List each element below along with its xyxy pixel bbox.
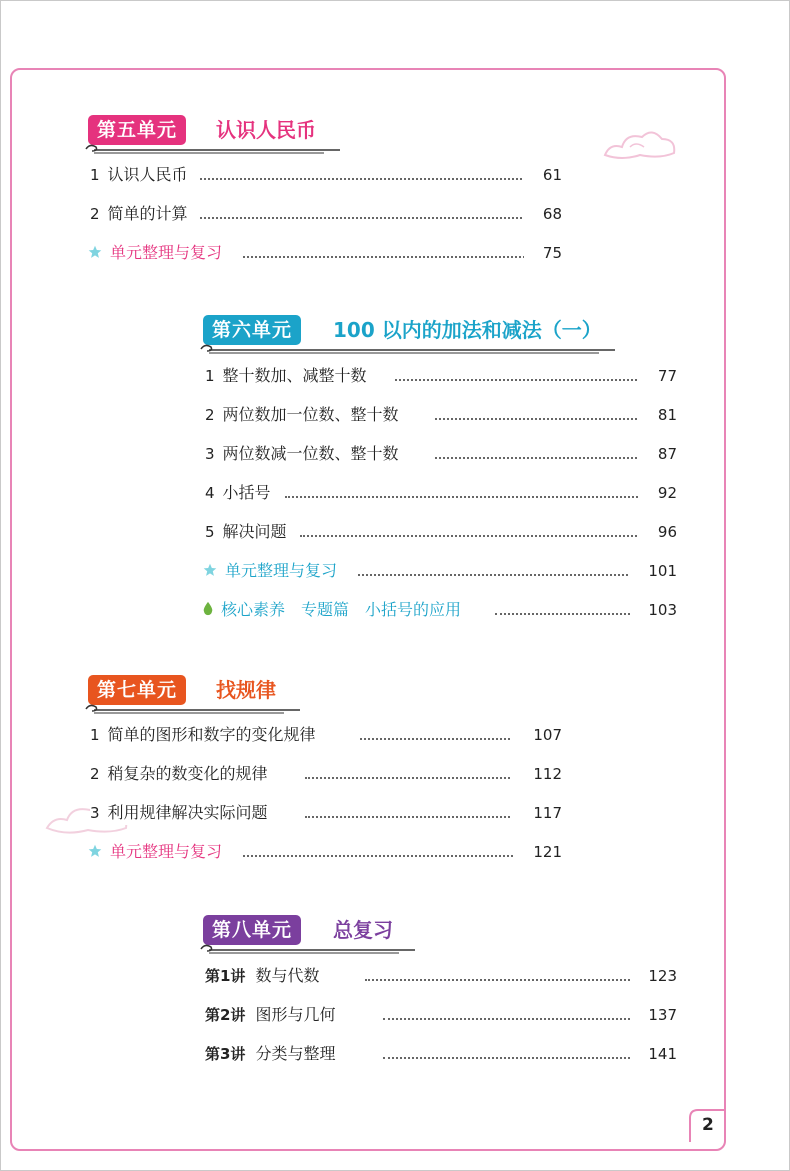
unit8-badge: 第八单元	[203, 915, 301, 945]
unit7-header	[88, 675, 388, 707]
toc-row-label: 整十数加、减整十数	[222, 366, 367, 385]
leader-dots	[305, 777, 510, 779]
toc-row-page: 75	[524, 241, 562, 265]
unit7-title: 找规律	[216, 678, 276, 702]
toc-row-label: 两位数减一位数、整十数	[222, 444, 399, 463]
lecture-number: 第2讲	[205, 1006, 246, 1024]
leaf-drop-icon	[203, 601, 213, 616]
toc-row-label: 简单的计算	[107, 204, 188, 223]
toc-row-page: 96	[639, 520, 677, 544]
toc-row-label: 简单的图形和数字的变化规律	[107, 725, 316, 744]
toc-row-page: 81	[639, 403, 677, 427]
toc-row-page: 101	[639, 559, 677, 583]
toc-row-review[interactable]	[88, 840, 562, 864]
toc-row-page: 103	[639, 598, 677, 622]
special-topic-label: 核心素养 专题篇 小括号的应用	[221, 600, 462, 619]
toc-row[interactable]: 3 两位数减一位数、整十数 87	[205, 442, 673, 466]
toc-row-page: 68	[524, 202, 562, 226]
leader-dots	[243, 256, 533, 258]
leader-dots	[365, 979, 630, 981]
toc-row[interactable]	[205, 1042, 677, 1066]
toc-row-page: 87	[639, 442, 677, 466]
leader-dots	[300, 535, 645, 537]
unit5-badge: 第五单元	[88, 115, 186, 145]
unit6-badge: 第六单元	[203, 315, 301, 345]
unit8-section	[203, 915, 683, 1075]
toc-row[interactable]: 4 小括号 92	[205, 481, 673, 505]
toc-row-page: 141	[639, 1042, 677, 1066]
review-label: 单元整理与复习	[110, 243, 223, 262]
unit7-underline-swirl	[84, 701, 304, 715]
toc-row-label: 解决问题	[222, 522, 287, 541]
unit7-section	[88, 675, 568, 865]
unit5-header	[88, 115, 388, 147]
leader-dots	[383, 1057, 630, 1059]
unit5-section	[88, 115, 648, 265]
unit7-badge: 第七单元	[88, 675, 186, 705]
toc-row[interactable]	[205, 964, 677, 988]
toc-row[interactable]: 1 简单的图形和数字的变化规律 107	[90, 723, 558, 747]
review-label: 单元整理与复习	[110, 842, 223, 861]
leader-dots	[243, 855, 513, 857]
toc-row-review[interactable]	[88, 241, 562, 265]
unit5-underline-swirl	[84, 141, 344, 155]
leader-dots	[360, 738, 510, 740]
leader-dots	[285, 496, 645, 498]
toc-row-page: 112	[524, 762, 562, 786]
toc-row-label: 分类与整理	[255, 1044, 336, 1063]
toc-row[interactable]	[205, 1003, 677, 1027]
lecture-number: 第3讲	[205, 1045, 246, 1063]
unit8-underline-swirl	[199, 941, 419, 955]
toc-row[interactable]: 3 利用规律解决实际问题 117	[90, 801, 558, 825]
unit8-header	[203, 915, 463, 947]
unit8-title: 总复习	[333, 918, 393, 942]
toc-row-label: 数与代数	[255, 966, 320, 985]
toc-row-page: 107	[524, 723, 562, 747]
toc-row-page: 121	[524, 840, 562, 864]
leader-dots	[200, 217, 530, 219]
toc-row-label: 稍复杂的数变化的规律	[107, 764, 268, 783]
unit6-title: 100 以内的加法和减法（一）	[333, 318, 602, 342]
page-number: 2	[702, 1115, 714, 1135]
unit6-header	[203, 315, 623, 347]
toc-row-label: 利用规律解决实际问题	[107, 803, 268, 822]
review-label: 单元整理与复习	[225, 561, 338, 580]
toc-row[interactable]: 1 认识人民币 61	[90, 163, 558, 187]
star-icon	[88, 844, 102, 858]
toc-row-page: 137	[639, 1003, 677, 1027]
unit6-underline-swirl	[199, 341, 619, 355]
star-icon	[88, 245, 102, 259]
leader-dots	[435, 457, 645, 459]
toc-row-page: 61	[524, 163, 562, 187]
toc-row-page: 117	[524, 801, 562, 825]
lecture-number: 第1讲	[205, 967, 246, 985]
toc-row-special[interactable]	[203, 598, 677, 622]
toc-row[interactable]: 1 整十数加、减整十数 77	[205, 364, 673, 388]
toc-row-label: 图形与几何	[255, 1005, 336, 1024]
toc-row-review[interactable]	[203, 559, 677, 583]
toc-row-page: 92	[639, 481, 677, 505]
toc-row[interactable]: 2 两位数加一位数、整十数 81	[205, 403, 673, 427]
toc-row-label: 两位数加一位数、整十数	[222, 405, 399, 424]
star-icon	[203, 563, 217, 577]
leader-dots	[495, 613, 630, 615]
leader-dots	[435, 418, 645, 420]
leader-dots	[383, 1018, 630, 1020]
leader-dots	[358, 574, 628, 576]
leader-dots	[305, 816, 510, 818]
toc-row-page: 77	[639, 364, 677, 388]
toc-row-page: 123	[639, 964, 677, 988]
leader-dots	[395, 379, 645, 381]
toc-row[interactable]: 5 解决问题 96	[205, 520, 673, 544]
leader-dots	[200, 178, 530, 180]
unit5-title: 认识人民币	[216, 118, 316, 142]
unit6-section	[203, 315, 683, 625]
toc-row[interactable]: 2 简单的计算 68	[90, 202, 558, 226]
toc-row-label: 小括号	[222, 483, 271, 502]
toc-row-label: 认识人民币	[107, 165, 188, 184]
toc-row[interactable]: 2 稍复杂的数变化的规律 112	[90, 762, 558, 786]
